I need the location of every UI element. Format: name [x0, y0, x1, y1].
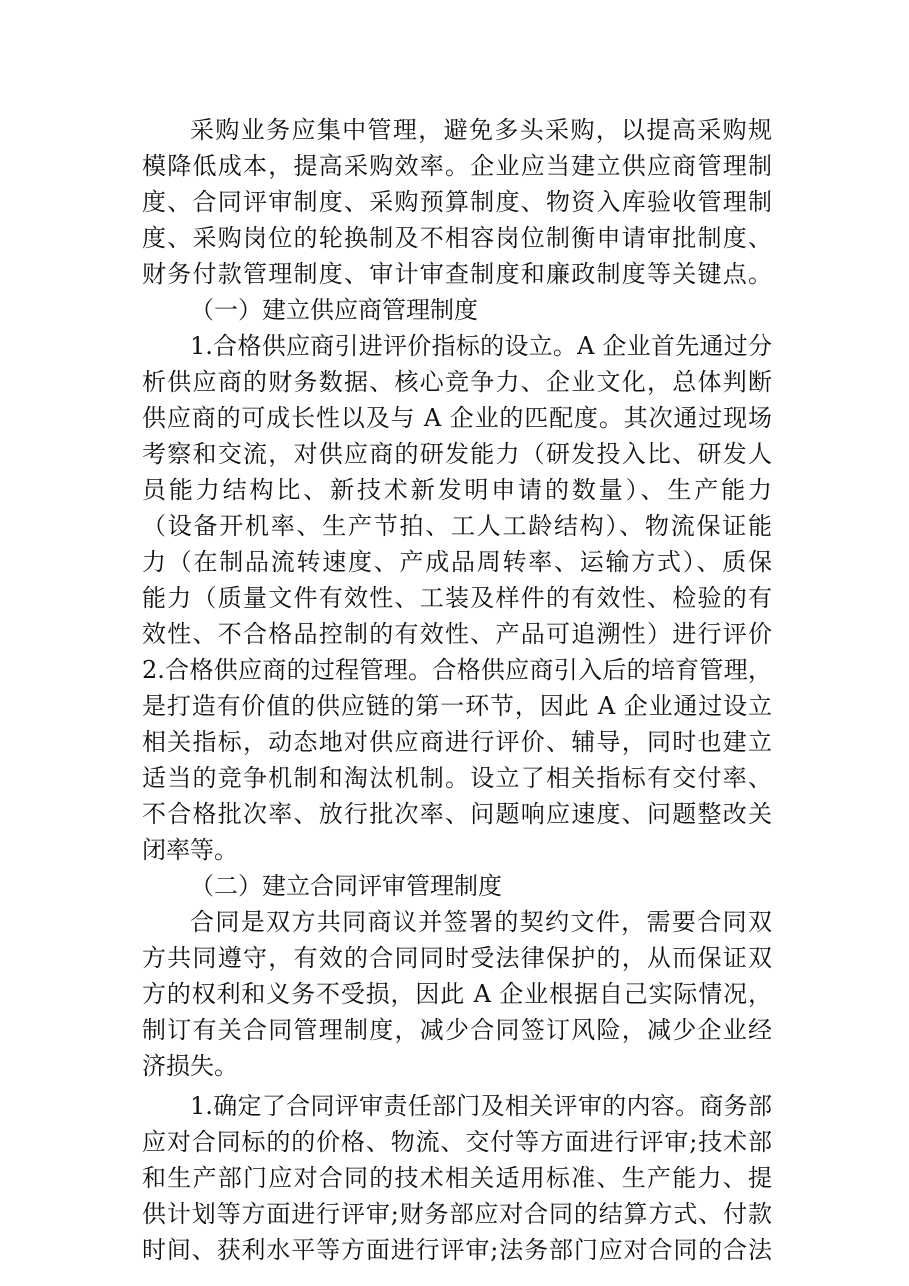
paragraph-line: 供应商的可成长性以及与 A 企业的匹配度。其次通过现场	[142, 404, 772, 432]
paragraph-line: 采购业务应集中管理，避免多头采购，以提高采购规	[190, 116, 772, 144]
paragraph-line: 适当的竞争机制和淘汰机制。设立了相关指标有交付率、	[142, 764, 772, 792]
paragraph-line: 应对合同标的的价格、物流、交付等方面进行评审;技术部	[142, 1128, 772, 1156]
paragraph-line: 方共同遵守，有效的合同同时受法律保护的，从而保证双	[142, 944, 772, 972]
paragraph-line: 度、采购岗位的轮换制及不相容岗位制衡申请审批制度、	[142, 224, 772, 252]
paragraph-line: 合同是双方共同商议并签署的契约文件，需要合同双	[190, 908, 772, 936]
section-heading: （一）建立供应商管理制度	[190, 296, 478, 324]
paragraph-line: 力（在制品流转速度、产成品周转率、运输方式）、质保	[142, 548, 772, 576]
paragraph-line: 1.合格供应商引进评价指标的设立。A 企业首先通过分	[190, 332, 772, 360]
paragraph-line: 模降低成本，提高采购效率。企业应当建立供应商管理制	[142, 152, 772, 180]
paragraph-line: 闭率等。	[142, 836, 238, 864]
paragraph-line: 度、合同评审制度、采购预算制度、物资入库验收管理制	[142, 188, 772, 216]
paragraph-line: 财务付款管理制度、审计审查制度和廉政制度等关键点。	[142, 260, 772, 288]
paragraph-line: （设备开机率、生产节拍、工人工龄结构）、物流保证能	[142, 512, 772, 540]
paragraph-line: 能力（质量文件有效性、工装及样件的有效性、检验的有	[142, 584, 772, 612]
paragraph-line: 济损失。	[142, 1052, 238, 1080]
paragraph-line: 1.确定了合同评审责任部门及相关评审的内容。商务部	[190, 1092, 772, 1120]
paragraph-line: 员能力结构比、新技术新发明申请的数量）、生产能力	[142, 476, 772, 504]
paragraph-line: 2.合格供应商的过程管理。合格供应商引入后的培育管理，	[142, 656, 772, 684]
paragraph-line: 和生产部门应对合同的技术相关适用标准、生产能力、提	[142, 1164, 772, 1192]
paragraph-line: 时间、获利水平等方面进行评审;法务部门应对合同的合法	[142, 1236, 772, 1264]
paragraph-line: 是打造有价值的供应链的第一环节，因此 A 企业通过设立	[142, 692, 772, 720]
paragraph-line: 相关指标，动态地对供应商进行评价、辅导，同时也建立	[142, 728, 772, 756]
paragraph-line: 制订有关合同管理制度，减少合同签订风险，减少企业经	[142, 1016, 772, 1044]
section-heading: （二）建立合同评审管理制度	[190, 872, 502, 900]
paragraph-line: 方的权利和义务不受损，因此 A 企业根据自己实际情况，	[142, 980, 772, 1008]
paragraph-line: 考察和交流，对供应商的研发能力（研发投入比、研发人	[142, 440, 772, 468]
paragraph-line: 不合格批次率、放行批次率、问题响应速度、问题整改关	[142, 800, 772, 828]
paragraph-line: 供计划等方面进行评审;财务部应对合同的结算方式、付款	[142, 1200, 772, 1228]
paragraph-line: 效性、不合格品控制的有效性、产品可追溯性）进行评价	[142, 620, 772, 648]
paragraph-line: 析供应商的财务数据、核心竞争力、企业文化，总体判断	[142, 368, 772, 396]
